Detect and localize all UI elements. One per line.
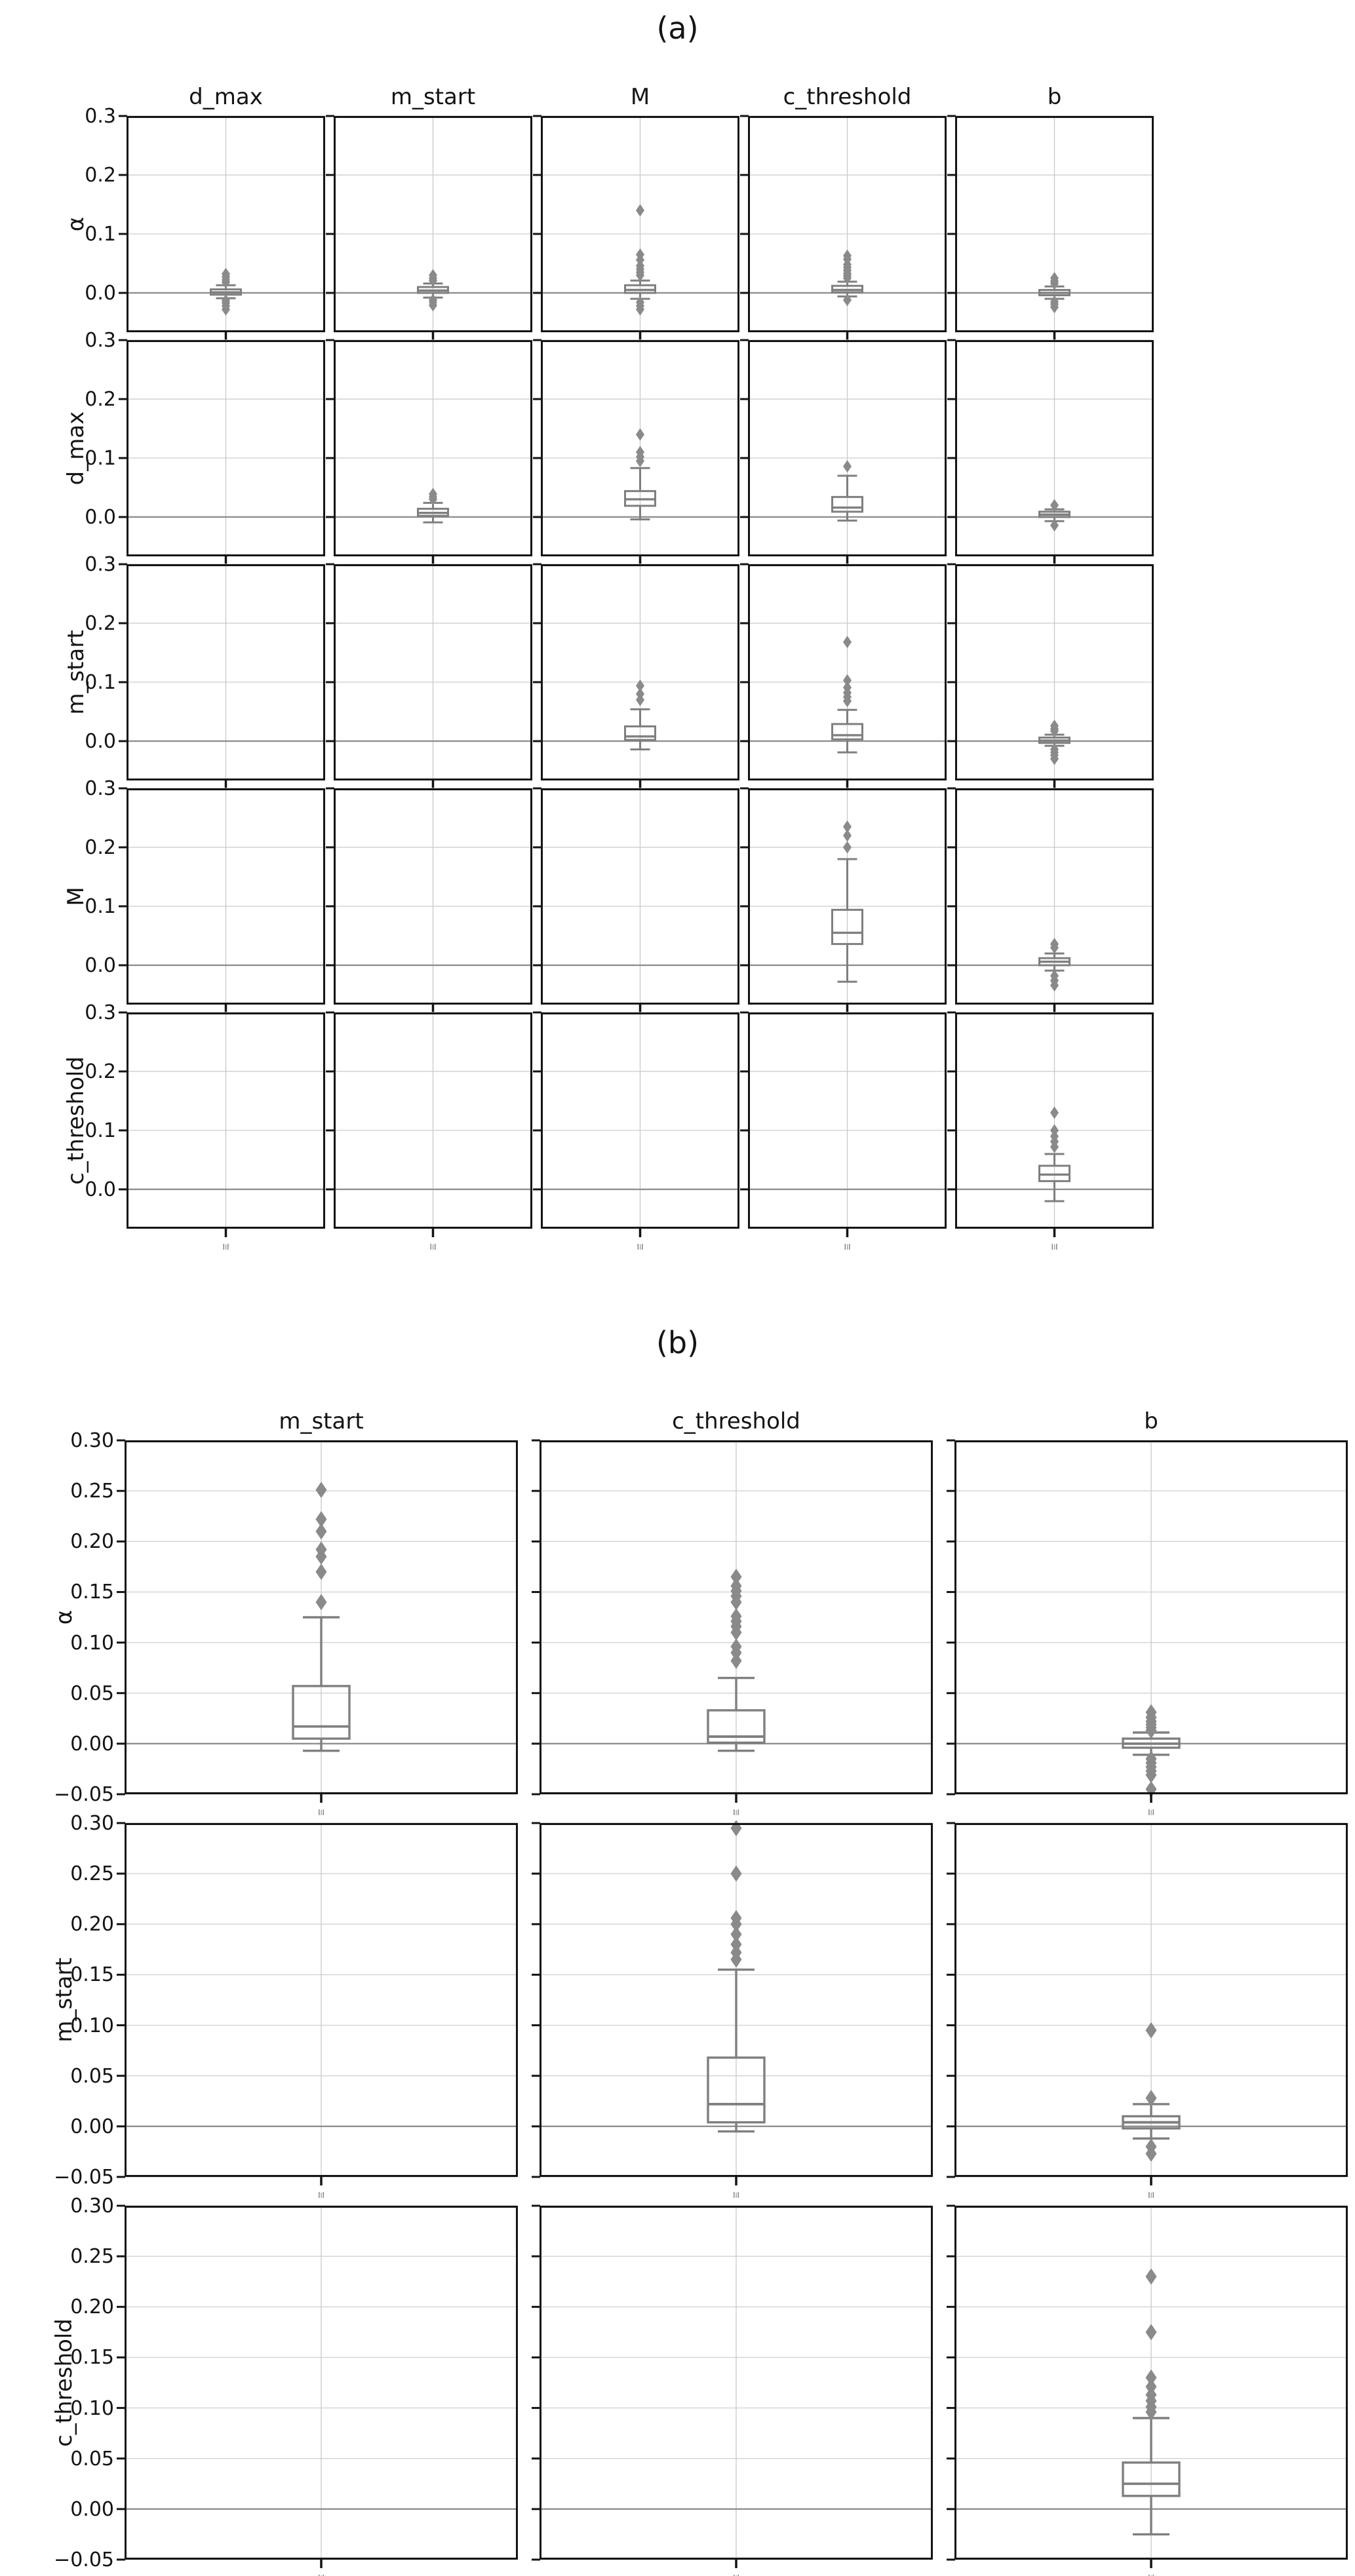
y-tick-label: −0.05 xyxy=(54,2166,114,2189)
y-tick-label: −0.05 xyxy=(54,2548,114,2571)
outlier-diamond xyxy=(316,1511,327,1528)
y-tick-label: 0.05 xyxy=(70,2447,114,2470)
cell-m_start-b xyxy=(945,1823,1349,2203)
outlier-diamond xyxy=(316,1594,327,1610)
row-label-c_threshold: c_threshold xyxy=(51,2318,77,2447)
col-header-m_start: m_start xyxy=(279,1408,364,1434)
x-tick-label-smudge xyxy=(323,2192,324,2198)
panel-b-title: (b) xyxy=(656,1325,699,1360)
y-tick-label: 0.2 xyxy=(85,611,116,635)
x-tick-label-smudge xyxy=(323,1809,324,1815)
y-tick-label: 0.15 xyxy=(70,1963,114,1987)
x-tick-label-smudge xyxy=(321,1810,322,1815)
y-tick-label: 0.3 xyxy=(85,1001,116,1024)
y-tick-label: 0.20 xyxy=(70,1913,114,1936)
y-tick-label: 0.1 xyxy=(85,1119,116,1142)
y-tick-label: 0.15 xyxy=(70,1581,114,1604)
y-tick-label: 0.25 xyxy=(70,2245,114,2269)
y-tick-label: 0.05 xyxy=(70,2064,114,2088)
y-tick-label: 0.25 xyxy=(70,1862,114,1886)
y-tick-label: 0.3 xyxy=(85,105,116,128)
x-tick-label-smudge xyxy=(738,2192,739,2198)
cell-c_threshold-m_start xyxy=(115,2206,519,2576)
x-tick-label-smudge xyxy=(734,2192,735,2198)
outlier-diamond xyxy=(316,1482,327,1498)
y-tick-label: 0.0 xyxy=(85,953,116,977)
y-tick-label: 0.2 xyxy=(85,1060,116,1083)
row-label-m_start: m_start xyxy=(63,630,89,715)
y-tick-label: 0.2 xyxy=(85,387,116,411)
x-tick-label-smudge xyxy=(736,1810,737,1815)
y-tick-label: 0.0 xyxy=(85,505,116,529)
cell-m_start-m_start xyxy=(115,1823,519,2203)
outlier-diamond xyxy=(316,1564,327,1580)
cell-c_threshold-b xyxy=(945,2206,1349,2576)
outlier-diamond xyxy=(1146,2022,1157,2039)
y-tick-label: 0.3 xyxy=(85,777,116,800)
x-tick-label-smudge xyxy=(1153,2192,1154,2198)
y-tick-label: 0.0 xyxy=(85,281,116,305)
outlier-diamond xyxy=(1146,2269,1157,2285)
col-header-d_max: d_max xyxy=(189,84,263,110)
y-tick-label: 0.25 xyxy=(70,1480,114,1503)
y-tick-label: 0.20 xyxy=(70,1530,114,1554)
y-tick-label: 0.2 xyxy=(85,836,116,859)
row-label-α: α xyxy=(51,1609,77,1625)
y-tick-label: 0.1 xyxy=(85,446,116,470)
col-header-b: b xyxy=(1047,84,1062,110)
row-label-α: α xyxy=(63,216,89,232)
x-tick-label-smudge xyxy=(738,1809,739,1815)
col-header-b: b xyxy=(1144,1408,1158,1434)
col-header-M: M xyxy=(630,84,650,110)
y-tick-label: 0.00 xyxy=(70,2115,114,2138)
y-tick-label: 0.30 xyxy=(70,1429,114,1452)
y-tick-label: 0.1 xyxy=(85,222,116,246)
col-header-c_threshold: c_threshold xyxy=(672,1408,800,1434)
boxplot xyxy=(1123,1704,1179,1797)
y-tick-label: 0.10 xyxy=(70,1631,114,1655)
x-tick-label-smudge xyxy=(1151,2193,1152,2198)
cell-α-b xyxy=(945,1440,1349,1820)
x-tick-label-smudge xyxy=(1149,2192,1150,2198)
y-tick-label: 0.00 xyxy=(70,2497,114,2521)
x-tick-label-smudge xyxy=(1149,1809,1150,1815)
x-tick-label-smudge xyxy=(319,1809,320,1815)
x-tick-label-smudge xyxy=(1153,1809,1154,1815)
panel-a-title: (a) xyxy=(656,10,699,46)
row-label-m_start: m_start xyxy=(51,1957,77,2043)
outlier-diamond xyxy=(731,1569,742,1585)
outlier-diamond xyxy=(731,1820,742,1836)
x-tick-label-smudge xyxy=(1151,1810,1152,1815)
cell-α-c_threshold xyxy=(530,1440,934,1820)
outlier-diamond xyxy=(1146,2324,1157,2340)
col-header-c_threshold: c_threshold xyxy=(783,84,912,110)
x-tick-label-smudge xyxy=(319,2192,320,2198)
y-tick-label: 0.05 xyxy=(70,1682,114,1705)
cell-c_threshold-c_threshold xyxy=(530,2206,934,2576)
y-tick-label: 0.1 xyxy=(85,670,116,694)
x-tick-label-smudge xyxy=(736,2193,737,2198)
y-tick-label: 0.0 xyxy=(85,729,116,753)
col-header-m_start: m_start xyxy=(390,84,476,110)
row-label-c_threshold: c_threshold xyxy=(63,1056,89,1185)
x-tick-label-smudge xyxy=(321,2193,322,2198)
row-label-d_max: d_max xyxy=(63,411,89,486)
cell-α-m_start xyxy=(115,1440,519,1820)
y-tick-label: 0.10 xyxy=(70,2396,114,2420)
row-label-M: M xyxy=(63,887,89,906)
y-tick-label: 0.15 xyxy=(70,2346,114,2370)
outlier-diamond xyxy=(1146,2370,1157,2386)
y-tick-label: 0.3 xyxy=(85,329,116,352)
y-tick-label: 0.1 xyxy=(85,894,116,918)
y-tick-label: 0.30 xyxy=(70,1812,114,1835)
y-tick-label: 0.0 xyxy=(85,1178,116,1201)
y-tick-label: 0.10 xyxy=(70,2014,114,2037)
y-tick-label: 0.3 xyxy=(85,553,116,576)
y-tick-label: −0.05 xyxy=(54,1783,114,1806)
outlier-diamond xyxy=(731,1866,742,1882)
y-tick-label: 0.2 xyxy=(85,163,116,187)
cell-m_start-c_threshold xyxy=(530,1823,934,2203)
y-tick-label: 0.00 xyxy=(70,1732,114,1756)
x-tick-label-smudge xyxy=(734,1809,735,1815)
y-tick-label: 0.30 xyxy=(70,2195,114,2218)
y-tick-label: 0.20 xyxy=(70,2296,114,2319)
